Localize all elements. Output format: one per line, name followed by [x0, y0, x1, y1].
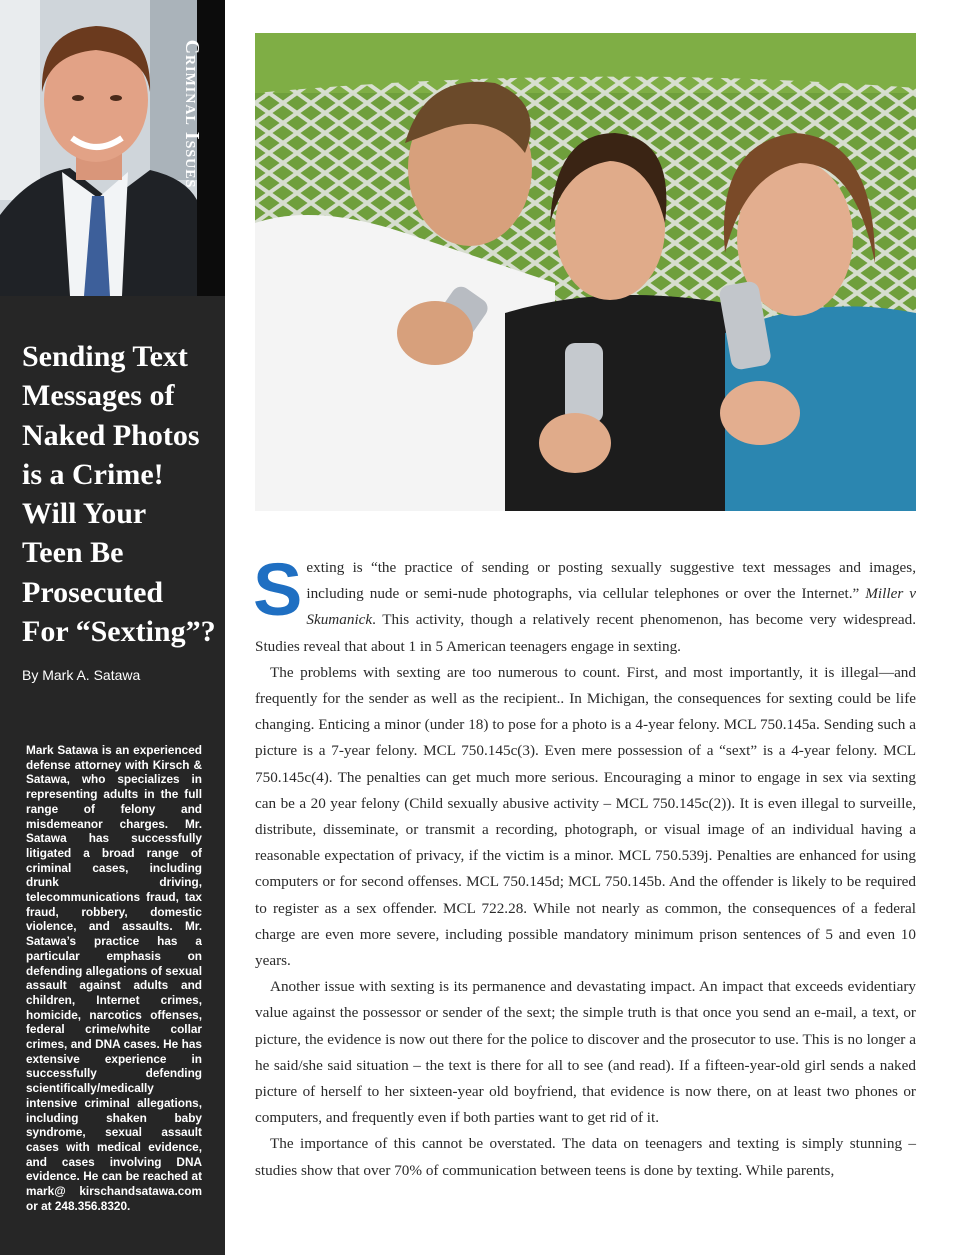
- hero-photo: [255, 33, 916, 511]
- paragraph: Another issue with sexting is its permanence and devastating impact. An impact that exceeds evidentiary value against the possessor or sender of the sext; the simple truth is that once you send an e-mail, a text, or picture, the evidence is now out there for the police to discover and the prosecutor to use. This is no longer a he said/she said situation – the text is there for all to see (and read). If a fifteen-year-old girl sends a naked picture of herself to her sixteen-year old boyfriend, that evidence is now there, on at least two phones or computers, and frequently even if both parties want to get rid of it.: [255, 978, 916, 1127]
- author-bio: Mark Satawa is an experienced defense attorney with Kirsch & Satawa, who specializes in representing adults in the full range of felony and misdemeanor charges. Mr. Satawa has successfully litigated a broad range of criminal cases, including drunk driving, telecommunications fraud, tax fraud, robbery, domestic violence, and assaults. Mr. Satawa’s practice has a particular emphasis on defending allegations of sexual assault against adults and children, Internet crimes, homicide, narcotics offenses, federal crime/white collar crimes, and DNA cases. He has extensive experience in successfully defending scientifically/medically intensive criminal allegations, including shaken baby syndrome, sexual assault cases with medical evidence, and cases involving DNA evidence. He can be reached at mark@ kirschandsatawa.com or at 248.356.8320.: [26, 743, 202, 1213]
- headline-line: For “Sexting”?: [22, 615, 216, 649]
- paragraph: The importance of this cannot be overstated. The data on teenagers and texting is simply stunning – studies show that over 70% of communication between teens is done by texting. While parents,: [255, 1135, 916, 1179]
- headline-line: Teen Be: [22, 536, 124, 570]
- headline-line: is a Crime!: [22, 457, 164, 491]
- section-label: Criminal Issues: [181, 39, 203, 189]
- article-body: [253, 548, 916, 1184]
- dropcap: S: [253, 548, 303, 631]
- headline-line: Will Your: [22, 497, 147, 531]
- author-photo: [0, 0, 197, 296]
- byline: By Mark A. Satawa: [22, 667, 141, 683]
- headline-line: Naked Photos: [22, 418, 200, 452]
- sidebar: [0, 0, 225, 1255]
- paragraph-text: . This activity, though a relatively recent phenomenon, has become very widespread. Studies reveal that about 1 in 5 American teenagers engage in sexting.: [255, 611, 916, 655]
- paragraph-text: exting is “the practice of sending or posting sexually suggestive text messages and images, including nude or semi-nude photographs, via cellular telephones or over the Internet.”: [306, 559, 916, 603]
- paragraph: [253, 548, 916, 660]
- headline-line: Prosecuted: [22, 575, 164, 609]
- article-headline: [22, 337, 222, 651]
- headline-line: Sending Text: [22, 340, 188, 373]
- headline-line: Messages of: [22, 379, 175, 413]
- case-citation: Miller v Skumanick: [306, 585, 916, 629]
- paragraph: The problems with sexting are too numerous to count. First, and most importantly, it is illegal—and frequently for the sender as well as the recipient.. In Michigan, the consequences for sexting could be life changing. Enticing a minor (under 18) to pose for a photo is a 4-year felony. MCL 750.145a. Sending such a picture is a 7-year felony. MCL 750.145c(3). Even mere possession of a “sext” is a 4-year felony. MCL 750.145c(4). The penalties can get much more serious. Encouraging a minor to engage in sex via sexting can be a 20 year felony (Child sexually abusive activity – MCL 750.145c(2)). It is even illegal to surveille, distribute, disseminate, or transmit a recording, photograph, or visual image of an individual having a reasonable expectation of privacy, if the victim is a minor. MCL 750.539j. Penalties are enhanced for using computers or for second offenses. MCL 750.145d; MCL 750.145b. And the offender is likely to be required to register as a sex offender. MCL 722.28. While not nearly as common, the consequences of a federal charge are even more severe, including possible mandatory minimum prison sentences of 5 and even 10 years.: [255, 663, 916, 970]
